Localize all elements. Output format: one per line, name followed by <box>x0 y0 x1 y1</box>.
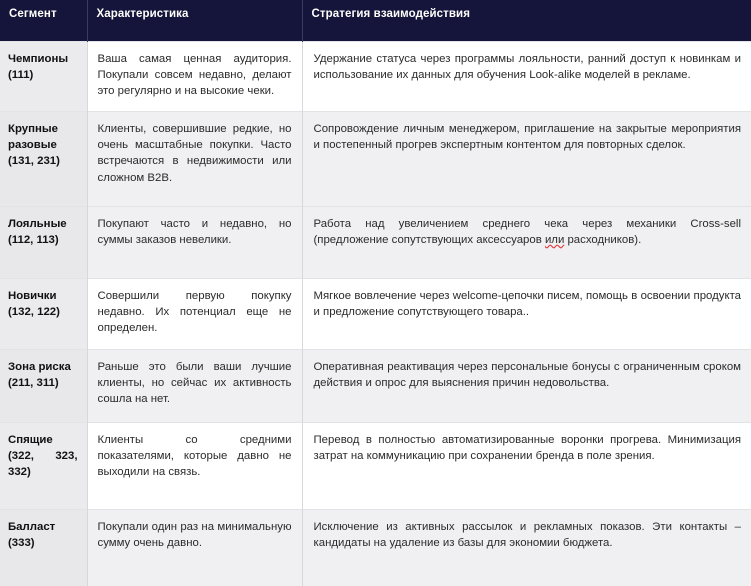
column-header-character: Характеристика <box>87 0 302 41</box>
cell-strategy: Мягкое вовлечение через welcome-цепочки писем, помощь в освоении продукта и предложение сопутствующего товара.. <box>302 278 751 349</box>
strategy-text-before-misspelling: Работа над увеличением среднего чека через механики Cross-sell (предложение сопутствующих аксессуаров <box>313 217 741 246</box>
cell-character: Совершили первую покупку недавно. Их потенциал еще не определен. <box>87 278 302 349</box>
cell-strategy: Оперативная реактивация через персональные бонусы с ограниченным сроком действия и опрос для выяснения причин недовольства. <box>302 349 751 422</box>
cell-segment <box>0 41 87 111</box>
misspelled-word[interactable]: или <box>544 233 565 246</box>
cell-segment <box>0 422 87 509</box>
table-body <box>0 41 751 586</box>
cell-strategy <box>302 206 751 278</box>
segment-name: Новички <box>8 289 57 302</box>
cell-segment <box>0 278 87 349</box>
column-header-strategy: Стратегия взаимодействия <box>311 8 471 20</box>
cell-strategy: Удержание статуса через программы лояльности, ранний доступ к новинкам и использование их данных для обучения Look-alike моделей в рекламе. <box>302 41 751 111</box>
segment-name: Зона риска <box>8 360 71 373</box>
cell-strategy: Сопровождение личным менеджером, приглашение на закрытые мероприятия и постепенный прогрев экспертным контентом для повторных сделок. <box>302 111 751 206</box>
cell-character: Ваша самая ценная аудитория. Покупали совсем недавно, делают это регулярно и на высокие чеки. <box>87 41 302 111</box>
cell-segment <box>0 509 87 586</box>
cell-segment <box>0 206 87 278</box>
table-row <box>0 278 751 349</box>
table-header-row <box>0 0 751 41</box>
segment-codes: (333) <box>8 536 35 549</box>
table-row <box>0 41 751 111</box>
cell-character: Клиенты, совершившие редкие, но очень масштабные покупки. Часто встречаются в недвижимости или сложном B2B. <box>87 111 302 206</box>
table-row <box>0 422 751 509</box>
segment-codes: (112, 113) <box>8 233 59 246</box>
table-row <box>0 206 751 278</box>
segment-codes: (131, 231) <box>8 155 60 168</box>
cell-strategy: Исключение из активных рассылок и рекламных показов. Эти контакты – кандидаты на удаление из базы для экономии бюджета. <box>302 509 751 586</box>
cell-strategy: Перевод в полностью автоматизированные воронки прогрева. Минимизация затрат на коммуникацию при сохранении бренда в поле зрения. <box>302 422 751 509</box>
segment-name: Чемпионы <box>8 52 69 65</box>
segment-codes: (322, 323, 332) <box>8 449 78 479</box>
cell-character: Покупали один раз на минимальную сумму очень давно. <box>87 509 302 586</box>
cell-character: Покупают часто и недавно, но суммы заказов невелики. <box>87 206 302 278</box>
table-row <box>0 349 751 422</box>
strategy-text-after-misspelling: расходников). <box>564 233 642 246</box>
column-header-segment: Сегмент <box>0 0 87 41</box>
cell-character: Раньше это были ваши лучшие клиенты, но сейчас их активность сошла на нет. <box>87 349 302 422</box>
table-header <box>0 0 751 41</box>
segment-name: Лояльные <box>8 217 67 230</box>
segment-name: Спящие <box>8 433 53 446</box>
segment-codes: (132, 122) <box>8 305 60 318</box>
segment-codes: (111) <box>8 68 34 81</box>
cell-segment <box>0 349 87 422</box>
cell-segment <box>0 111 87 206</box>
table-row <box>0 509 751 586</box>
segment-codes: (211, 311) <box>8 376 59 389</box>
segment-name: Крупные разовые <box>8 122 58 151</box>
segment-name: Балласт <box>8 520 56 533</box>
table-row <box>0 111 751 206</box>
cell-character: Клиенты со средними показателями, которые давно не выходили на связь. <box>87 422 302 509</box>
